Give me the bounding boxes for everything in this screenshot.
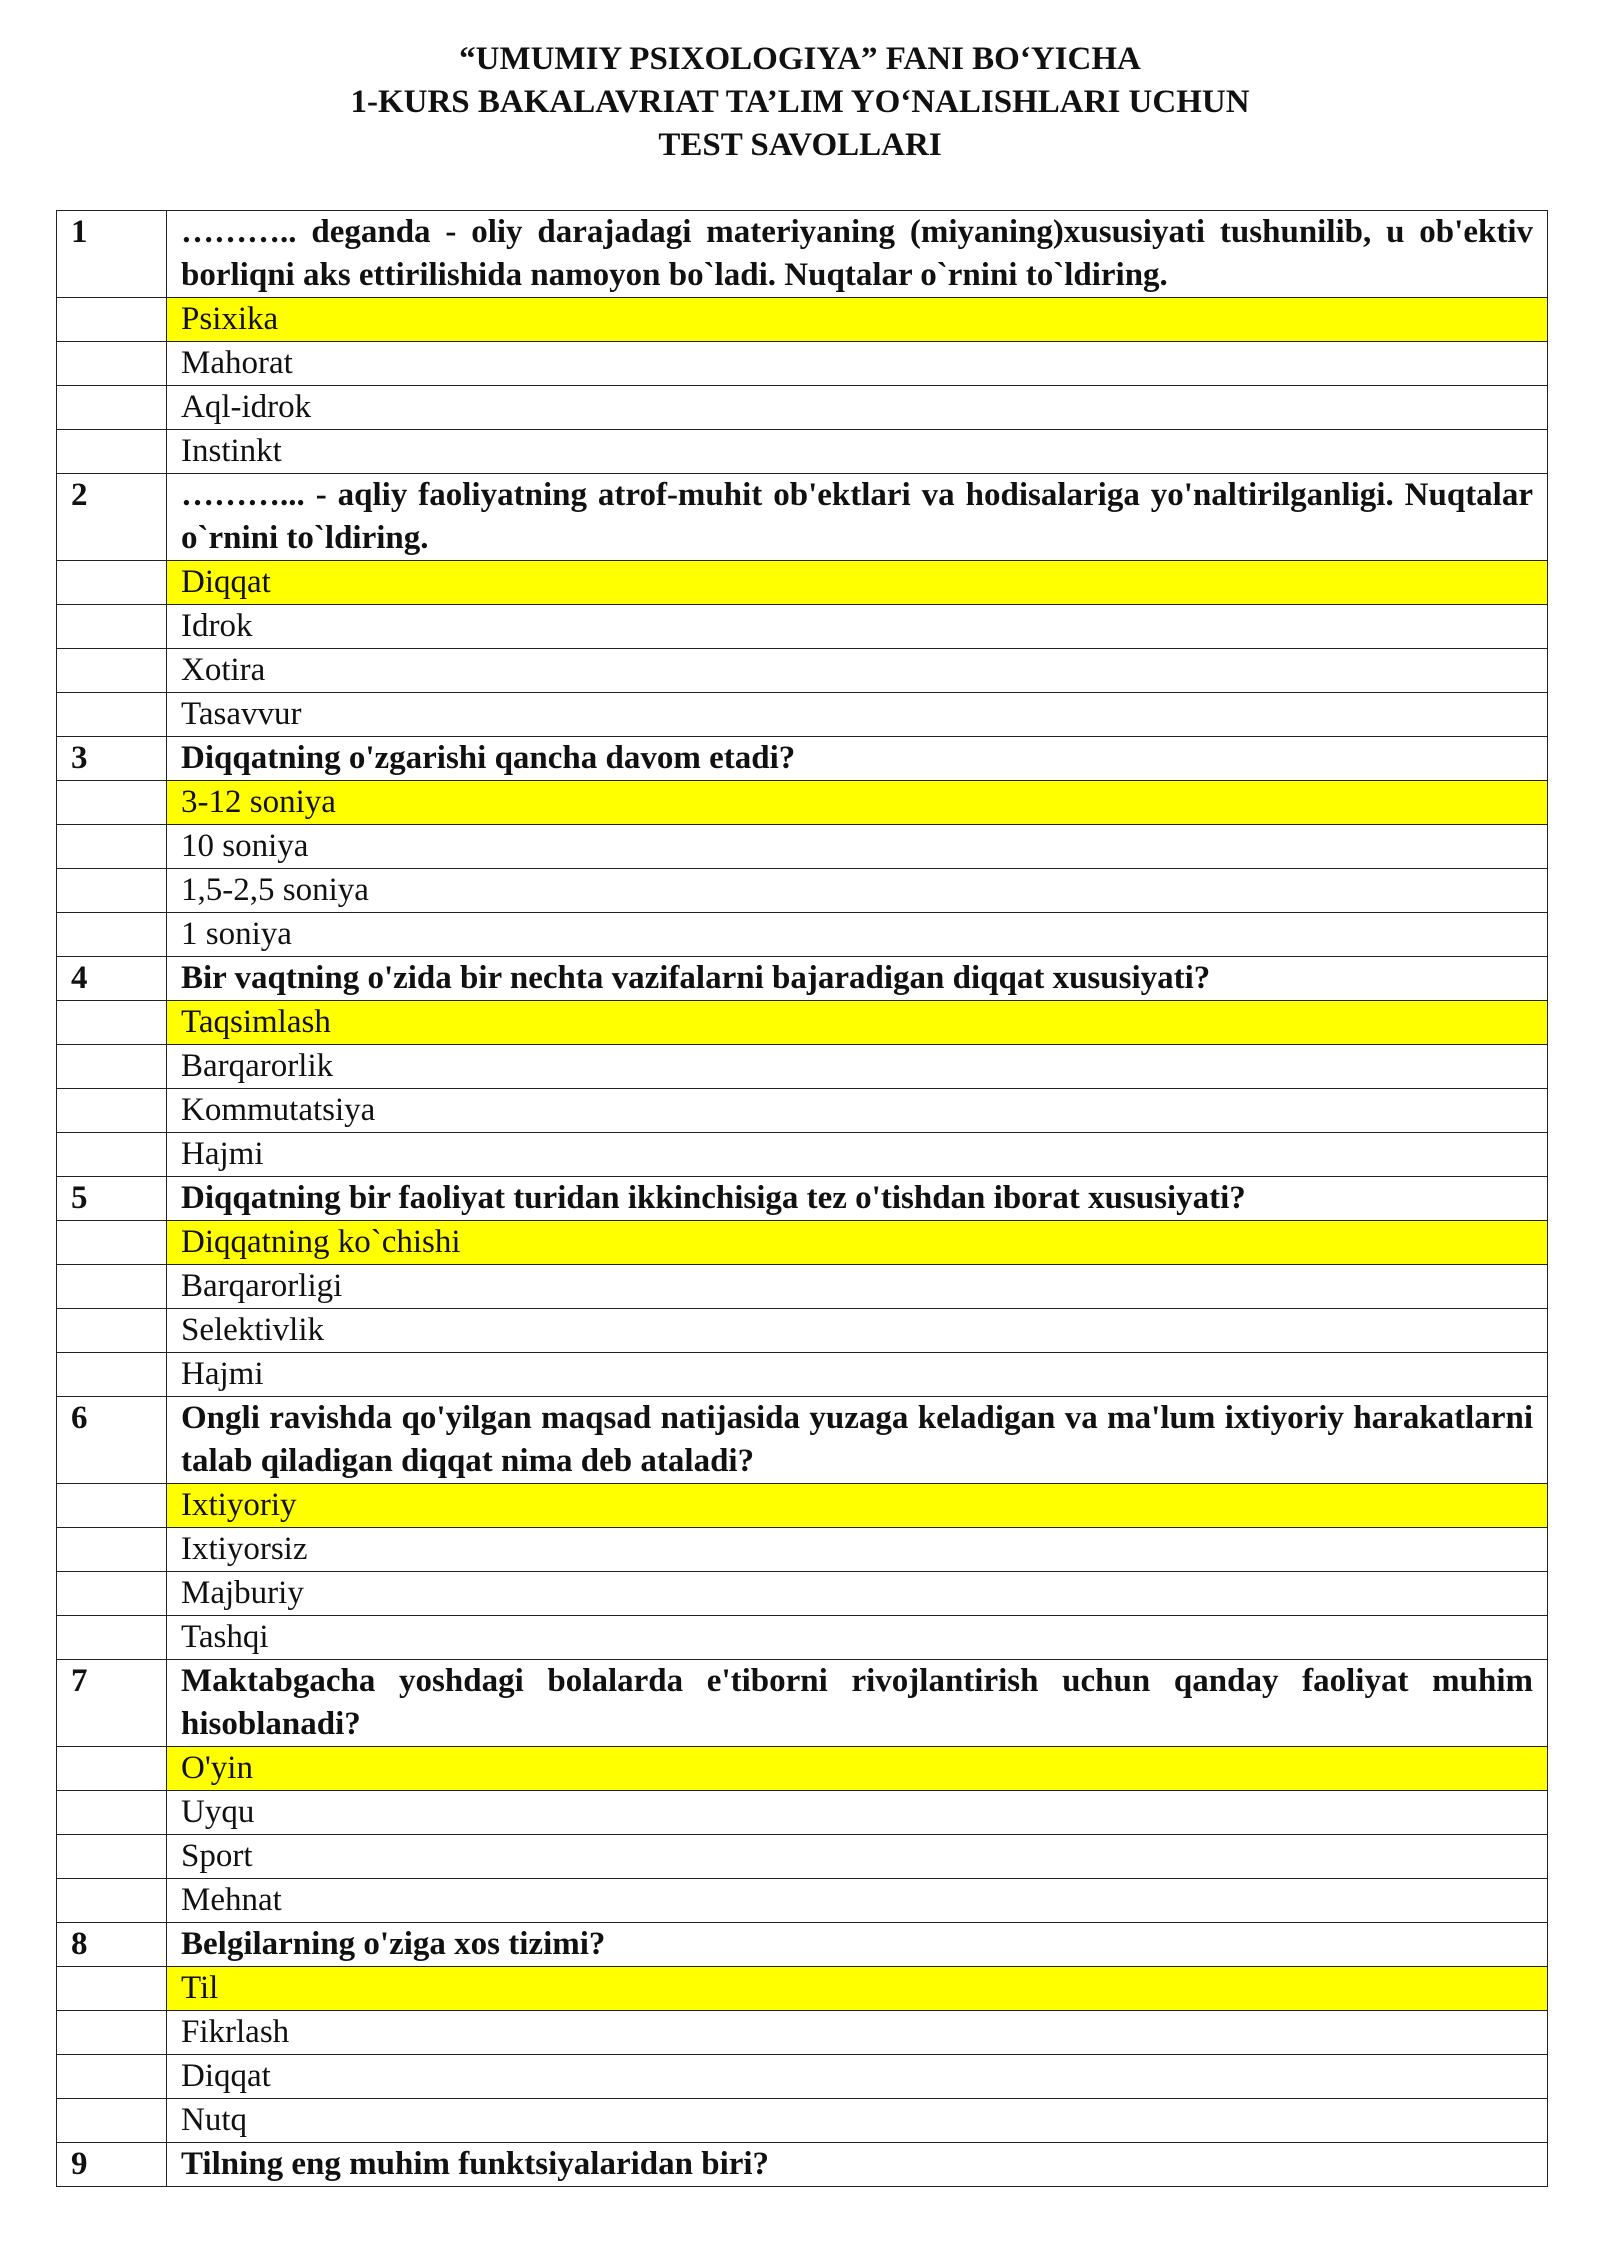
option-row [57,1089,1548,1133]
option-number-cell [57,1879,167,1923]
option-row [57,342,1548,386]
answer-option: Mehnat [167,1879,1548,1923]
question-row [57,1660,1548,1747]
option-row [57,825,1548,869]
option-row [57,1265,1548,1309]
option-number-cell [57,1353,167,1397]
option-row [57,1484,1548,1528]
answer-option: Barqarorligi [167,1265,1548,1309]
question-number: 9 [57,2143,167,2187]
option-row [57,430,1548,474]
answer-option: Sport [167,1835,1548,1879]
option-number-cell [57,1835,167,1879]
option-row [57,913,1548,957]
option-number-cell [57,1967,167,2011]
question-number: 8 [57,1923,167,1967]
answer-option: Diqqat [167,2055,1548,2099]
document-header [0,38,1600,167]
option-row [57,1616,1548,1660]
option-number-cell [57,1791,167,1835]
answer-option: Selektivlik [167,1309,1548,1353]
option-number-cell [57,386,167,430]
option-row [57,1353,1548,1397]
option-row [57,386,1548,430]
option-row [57,561,1548,605]
answer-option: Kommutatsiya [167,1089,1548,1133]
question-text: Diqqatning o'zgarishi qancha davom etadi? [167,737,1548,781]
option-number-cell [57,825,167,869]
answer-option: Instinkt [167,430,1548,474]
option-row [57,1001,1548,1045]
option-number-cell [57,2011,167,2055]
option-row [57,1835,1548,1879]
option-number-cell [57,2099,167,2143]
option-row [57,2099,1548,2143]
question-text: Maktabgacha yoshdagi bolalarda e'tiborni rivojlantirish uchun qanday faoliyat muhim hisoblanadi? [167,1660,1548,1747]
header-title-line-3: TEST SAVOLLARI [658,127,942,163]
question-text: ………... - aqliy faoliyatning atrof-muhit ob'ektlari va hodisalariga yo'naltirilganligi. Nuqtalar o`rnini to`ldiring. [167,474,1548,561]
answer-option: 1 soniya [167,913,1548,957]
answer-option-correct: Diqqat [167,561,1548,605]
question-row [57,2143,1548,2187]
option-number-cell [57,342,167,386]
option-row [57,869,1548,913]
question-number: 3 [57,737,167,781]
option-number-cell [57,1045,167,1089]
question-number: 4 [57,957,167,1001]
answer-option: Xotira [167,649,1548,693]
answer-option-correct: Taqsimlash [167,1001,1548,1045]
option-number-cell [57,1484,167,1528]
option-number-cell [57,693,167,737]
answer-option-correct: Psixika [167,298,1548,342]
question-number: 6 [57,1397,167,1484]
question-text: ……….. deganda - oliy darajadagi materiyaning (miyaning)xususiyati tushunilib, u ob'ektiv borliqni aks ettirilishida namoyon bo`ladi. Nuqtalar o`rnini to`ldiring. [167,211,1548,298]
option-row [57,693,1548,737]
answer-option: 1,5-2,5 soniya [167,869,1548,913]
question-row [57,1177,1548,1221]
option-row [57,2055,1548,2099]
answer-option: Mahorat [167,342,1548,386]
question-number: 7 [57,1660,167,1747]
answer-option: 10 soniya [167,825,1548,869]
question-row [57,957,1548,1001]
option-number-cell [57,2055,167,2099]
option-number-cell [57,1747,167,1791]
option-number-cell [57,869,167,913]
question-number: 1 [57,211,167,298]
question-text: Bir vaqtning o'zida bir nechta vazifalarni bajaradigan diqqat xususiyati? [167,957,1548,1001]
option-number-cell [57,605,167,649]
option-number-cell [57,649,167,693]
option-row [57,1967,1548,2011]
question-text: Belgilarning o'ziga xos tizimi? [167,1923,1548,1967]
answer-option: Idrok [167,605,1548,649]
answer-option-correct: Diqqatning ko`chishi [167,1221,1548,1265]
question-number: 2 [57,474,167,561]
answer-option-correct: Ixtiyoriy [167,1484,1548,1528]
answer-option: Tashqi [167,1616,1548,1660]
header-title-line-1: “UMUMIY PSIXOLOGIYA” FANI BO‘YICHA [459,41,1141,77]
option-number-cell [57,1309,167,1353]
question-row [57,1923,1548,1967]
option-number-cell [57,1001,167,1045]
question-text: Diqqatning bir faoliyat turidan ikkinchisiga tez o'tishdan iborat xususiyati? [167,1177,1548,1221]
answer-option: Fikrlash [167,2011,1548,2055]
option-number-cell [57,1221,167,1265]
option-row [57,1879,1548,1923]
option-row [57,649,1548,693]
option-row [57,2011,1548,2055]
option-number-cell [57,781,167,825]
answer-option: Nutq [167,2099,1548,2143]
option-row [57,1572,1548,1616]
option-number-cell [57,1528,167,1572]
answer-option: Majburiy [167,1572,1548,1616]
answer-option: Uyqu [167,1791,1548,1835]
question-number: 5 [57,1177,167,1221]
option-number-cell [57,1133,167,1177]
option-number-cell [57,1089,167,1133]
option-number-cell [57,298,167,342]
option-row [57,298,1548,342]
question-text: Ongli ravishda qo'yilgan maqsad natijasida yuzaga keladigan va ma'lum ixtiyoriy harakatlarni talab qiladigan diqqat nima deb ataladi? [167,1397,1548,1484]
option-number-cell [57,913,167,957]
question-row [57,1397,1548,1484]
answer-option-correct: O'yin [167,1747,1548,1791]
answer-option: Hajmi [167,1353,1548,1397]
question-row [57,474,1548,561]
option-row [57,605,1548,649]
option-row [57,1791,1548,1835]
answer-option: Tasavvur [167,693,1548,737]
option-row [57,1221,1548,1265]
option-number-cell [57,561,167,605]
option-number-cell [57,1572,167,1616]
answer-option-correct: 3-12 soniya [167,781,1548,825]
option-number-cell [57,1616,167,1660]
option-row [57,1747,1548,1791]
answer-option: Ixtiyorsiz [167,1528,1548,1572]
question-row [57,737,1548,781]
question-text: Tilning eng muhim funktsiyalaridan biri? [167,2143,1548,2187]
option-row [57,1309,1548,1353]
option-row [57,1133,1548,1177]
answer-option: Hajmi [167,1133,1548,1177]
answer-option: Barqarorlik [167,1045,1548,1089]
option-row [57,781,1548,825]
question-row [57,211,1548,298]
option-number-cell [57,1265,167,1309]
header-title-line-2: 1-KURS BAKALAVRIAT TA’LIM YO‘NALISHLARI UCHUN [350,84,1250,120]
test-questions-table [56,210,1548,2187]
answer-option: Aql-idrok [167,386,1548,430]
answer-option-correct: Til [167,1967,1548,2011]
option-row [57,1528,1548,1572]
option-number-cell [57,430,167,474]
option-row [57,1045,1548,1089]
